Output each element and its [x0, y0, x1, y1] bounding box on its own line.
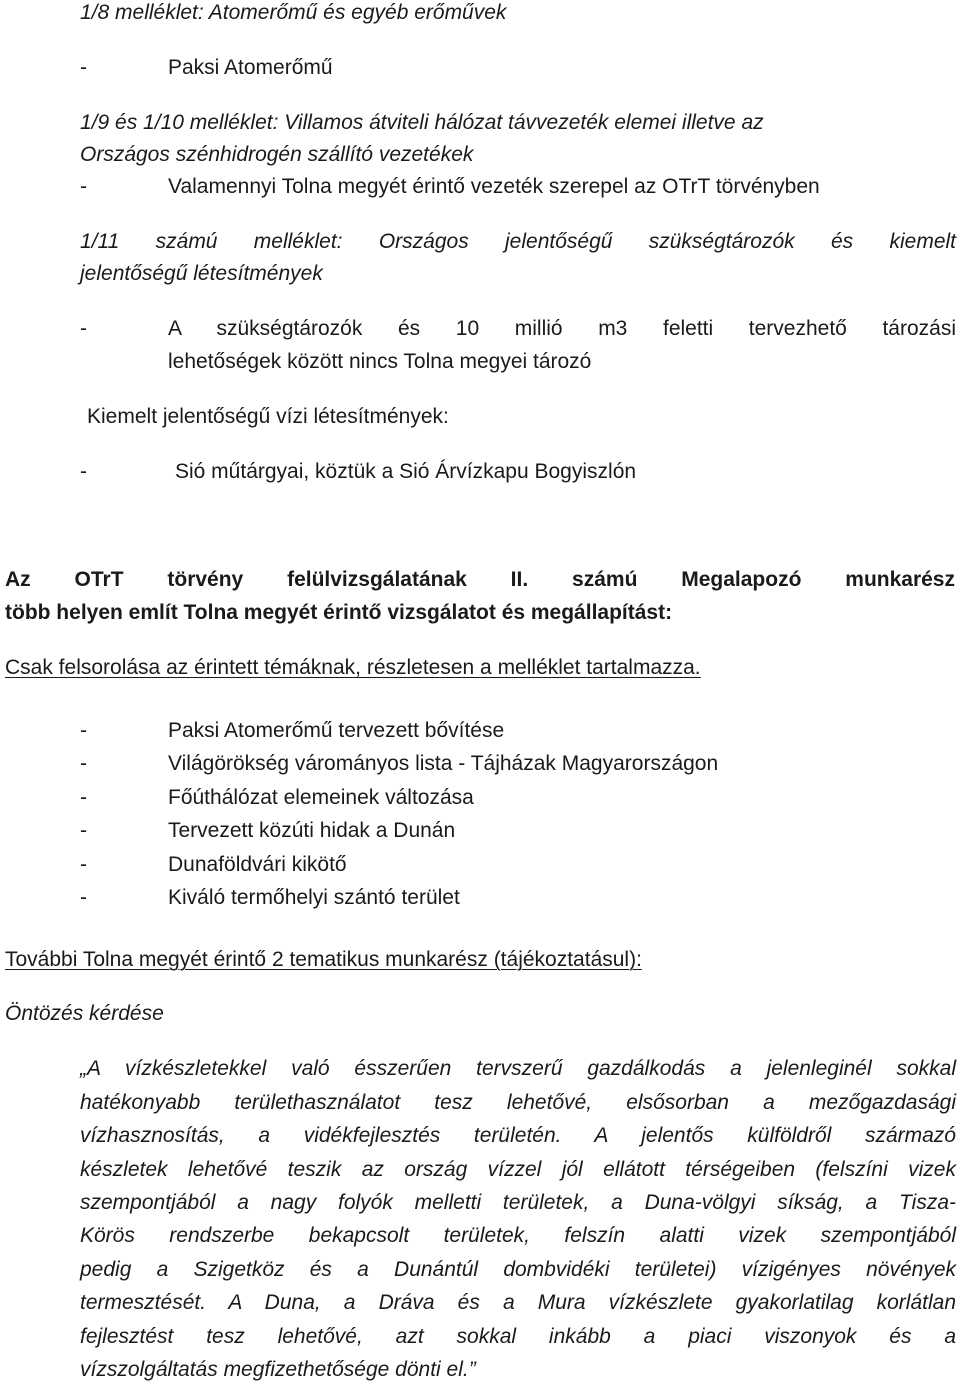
list-item: Dunaföldvári kikötő: [168, 853, 347, 876]
list-dash: -: [80, 317, 87, 340]
quote-line: termesztését. A Duna, a Dráva és a Mura vízkészlete gyakorlatilag korlátlan: [80, 1291, 956, 1314]
list-dash: -: [80, 752, 87, 775]
quote-line: készletek lehetővé teszik az ország vízzel jól ellátott térségeiben (felszíni vizek: [80, 1158, 956, 1181]
list-dash: -: [80, 819, 87, 842]
list-dash: -: [80, 886, 87, 909]
review-bold-line2: több helyen említ Tolna megyét érintő vizsgálatot és megállapítást:: [5, 601, 673, 624]
list-item: Kiváló termőhelyi szántó terület: [168, 886, 460, 909]
review-underlined-note: Csak felsorolása az érintett témáknak, részletesen a melléklet tartalmazza.: [5, 656, 701, 679]
quote-line: vízszolgáltatás megfizethetősége dönti el.”: [80, 1358, 476, 1381]
list-dash: -: [80, 719, 87, 742]
quote-line: fejlesztést tesz lehetővé, azt sokkal inkább a piaci viszonyok és a: [80, 1325, 956, 1348]
list-dash: -: [80, 853, 87, 876]
list-item: Paksi Atomerőmű tervezett bővítése: [168, 719, 505, 742]
list-item: Paksi Atomerőmű: [168, 56, 333, 79]
annex-1-11-heading-line1: 1/11 számú melléklet: Országos jelentőségű szükségtározók és kiemelt: [80, 230, 956, 253]
quote-line: Körös rendszerbe bekapcsolt területek, felszín alatti vizek szempontjából: [80, 1224, 956, 1247]
annex-1-8-heading: 1/8 melléklet: Atomerőmű és egyéb erőművek: [80, 1, 507, 24]
list-dash: -: [80, 460, 87, 483]
annex-1-11-heading-line2: jelentőségű létesítmények: [80, 262, 323, 285]
list-item-line1: A szükségtározók és 10 millió m3 feletti tervezhető tározási: [168, 317, 956, 340]
quote-line: pedig a Szigetköz és a Dunántúl dombvidéki területei) vízigényes növények: [80, 1258, 956, 1281]
list-item-line2: lehetőségek között nincs Tolna megyei tározó: [168, 350, 592, 373]
list-item: Sió műtárgyai, köztük a Sió Árvízkapu Bogyiszlón: [175, 460, 637, 483]
list-item: Főúthálózat elemeinek változása: [168, 786, 474, 809]
annex-1-9-10-heading-line2: Országos szénhidrogén szállító vezetékek: [80, 143, 474, 166]
list-dash: -: [80, 175, 87, 198]
list-item: Világörökség várományos lista - Tájházak Magyarországon: [168, 752, 719, 775]
water-facilities-heading: Kiemelt jelentőségű vízi létesítmények:: [87, 405, 449, 428]
thematic-heading: További Tolna megyét érintő 2 tematikus munkarész (tájékoztatásul):: [5, 948, 642, 971]
review-bold-line1: Az OTrT törvény felülvizsgálatának II. számú Megalapozó munkarész: [5, 568, 955, 591]
quote-line: vízhasznosítás, a vidékfejlesztés területén. A jelentős külföldről származó: [80, 1124, 956, 1147]
list-item: Valamennyi Tolna megyét érintő vezeték szerepel az OTrT törvényben: [168, 175, 820, 198]
list-dash: -: [80, 56, 87, 79]
irrigation-subheading: Öntözés kérdése: [5, 1002, 164, 1025]
quote-line: hatékonyabb területhasználatot tesz lehetővé, elsősorban a mezőgazdasági: [80, 1091, 956, 1114]
list-item: Tervezett közúti hidak a Dunán: [168, 819, 456, 842]
list-dash: -: [80, 786, 87, 809]
annex-1-9-10-heading-line1: 1/9 és 1/10 melléklet: Villamos átviteli hálózat távvezeték elemei illetve az: [80, 111, 764, 134]
quote-line: szempontjából a nagy folyók melletti területek, a Duna-völgyi síkság, a Tisza-: [80, 1191, 956, 1214]
quote-line: „A vízkészletekkel való ésszerűen tervszerű gazdálkodás a jelenleginél sokkal: [80, 1057, 956, 1080]
